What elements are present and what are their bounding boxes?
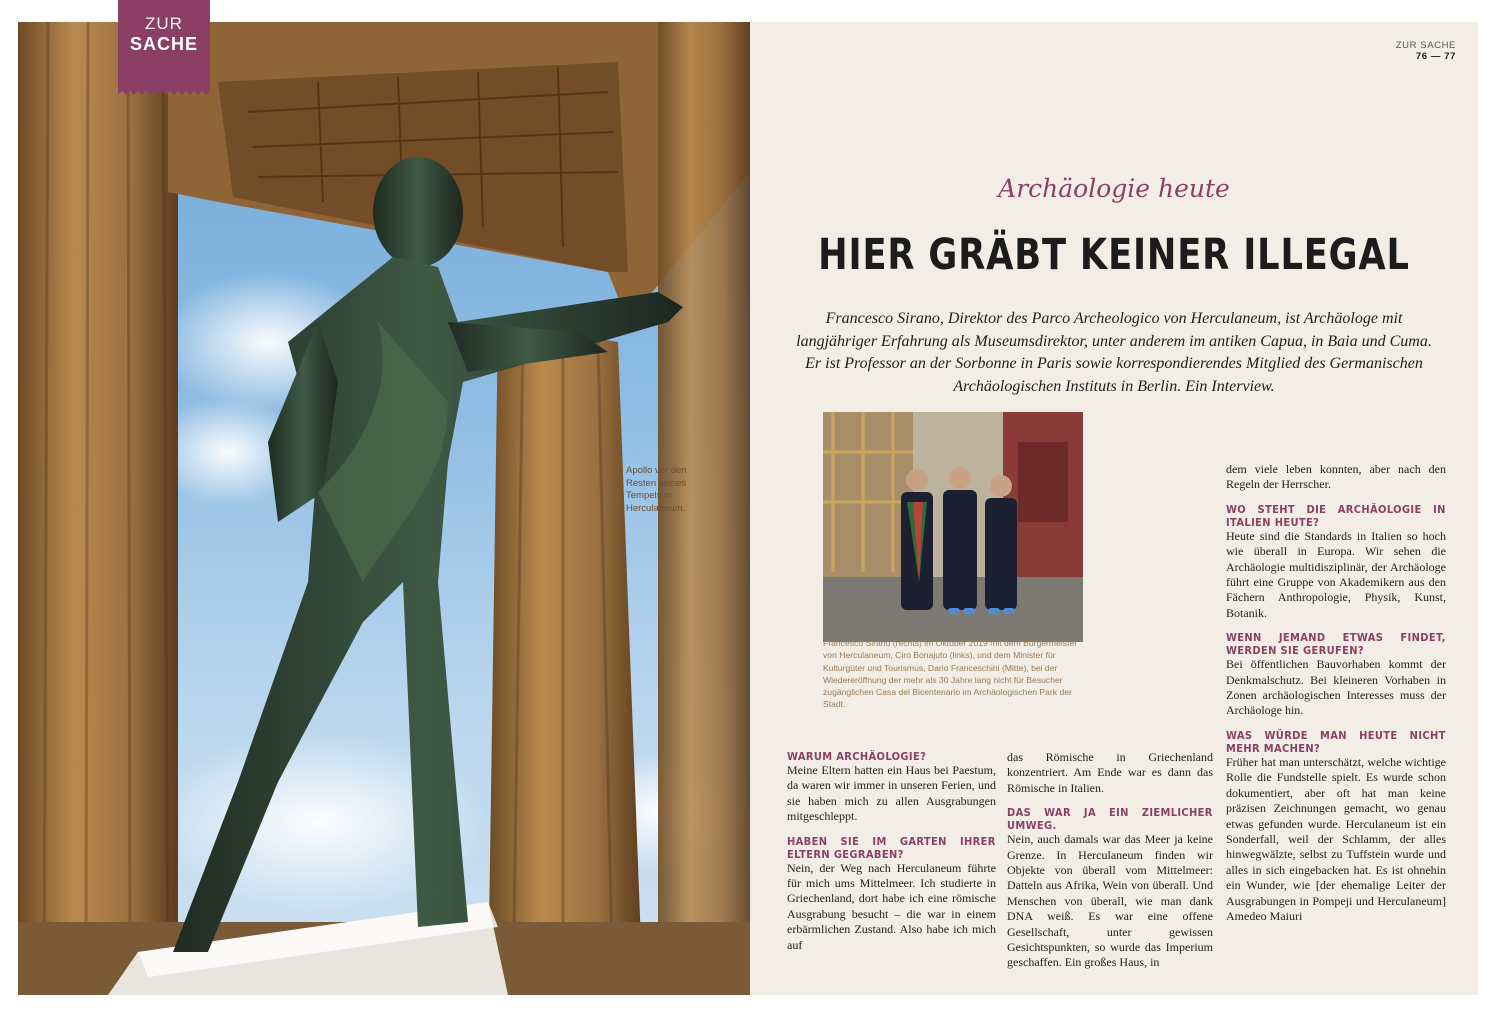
article-page: [750, 22, 1478, 995]
text-column-1: [787, 750, 996, 963]
interview-answer: Heute sind die Standards in Italien so hoch wie überall in Europa. Wir sehen die Archäologie multidisziplinär, der Archäologe führt eine Gruppe von Akademikern aus den Fächern Anthropologie, Physik, Kunst, Botanik.: [1226, 528, 1446, 620]
interview-question: WO STEHT DIE ARCHÄOLOGIE IN ITALIEN HEUTE?: [1226, 502, 1446, 529]
interview-answer: Meine Eltern hatten ein Haus bei Paestum, da waren wir immer in unseren Ferien, und sie haben mich zu allen Ausgrabungen mitgeschleppt.: [787, 763, 996, 824]
interview-answer: dem viele leben konnten, aber nach den Regeln der Herrscher.: [1226, 462, 1446, 492]
inset-caption: Francesco Sirano (rechts) im Oktober 2019 mit dem Bürgermeister von Herculaneum, Ciro Bonajuto (links), und dem Minister für Kulturgüter und Tourismus, Dario Franceschini (Mitte), bei der Wiedereröffnung der mehr als 30 Jahre lang nicht für Besucher zugänglichen Casa del Bicentenario im Archäologischen Park der Stadt.: [823, 638, 1078, 710]
article-intro: Francesco Sirano, Direktor des Parco Archeologico von Herculaneum, ist Archäologe mit langjähriger Erfahrung als Museumsdirektor, unter anderem im antiken Capua, in Baia und Cuma. Er ist Professor an der Sorbonne in Paris sowie korrespondierendes Mitglied des Germanischen Archäologischen Instituts in Berlin. Ein Interview.: [796, 310, 1432, 395]
article-kicker: Archäologie heute: [998, 174, 1230, 203]
running-head: [1396, 40, 1456, 62]
page-numbers: 76 — 77: [1415, 51, 1456, 62]
text-column-3: [1226, 462, 1446, 934]
section-tab: [118, 0, 210, 90]
temple-column-left: [18, 22, 178, 995]
interview-question: WARUM ARCHÄOLOGIE?: [787, 750, 927, 763]
interview-question: WAS WÜRDE MAN HEUTE NICHT MEHR MACHEN?: [1226, 728, 1446, 755]
interview-answer: Bei öffentlichen Bauvorhaben kommt der Denkmalschutz. Bei kleineren Vorhaben in Zonen archäologischen Interesses muss der Archäologe hin.: [1226, 657, 1446, 718]
inset-photo: [823, 412, 1083, 642]
interview-answer: Nein, auch damals war das Meer ja keine Grenze. In Herculaneum finden wir Objekte von überall vom Mittelmeer: Datteln aus Afrika, Wein von überall. Und Menschen von überall, wie man dank DNA weiß. Es war eine offene Gesellschaft, unter gewissen Gesichtspunkten, so wurde das Imperium geschaffen. Ein großes Haus, in: [1007, 832, 1213, 970]
interview-question: DAS WAR JA EIN ZIEMLICHER UMWEG.: [1007, 806, 1213, 833]
cover-photo: [18, 22, 750, 995]
interview-answer: das Römische in Griechenland konzentriert. Am Ende war es dann das Römische in Italien.: [1007, 750, 1213, 795]
interview-answer: Nein, der Weg nach Herculaneum führte für mich ums Mittelmeer. Ich studierte in Griechenland, dort habe ich eine römische Ausgrabung besucht – die war in einem erbärmlichen Zustand. Also habe ich mich auf: [787, 860, 996, 952]
text-column-2: [1007, 750, 1213, 981]
article-headline: HIER GRÄBT KEINER ILLEGAL: [818, 230, 1410, 280]
running-head-section: ZUR SACHE: [1395, 40, 1456, 51]
photo-caption: Apollo vor den Resten seines Tempels in Herculaneum.: [626, 465, 687, 514]
interview-question: HABEN SIE IM GARTEN IHRER ELTERN GEGRABEN?: [787, 834, 996, 861]
temple-column-right: [488, 322, 643, 995]
interview-answer: Früher hat man unterschätzt, welche wichtige Rolle die Fundstelle spielt. Es wurde schon dokumentiert, aber oft hat man keine präzisen Zeichnungen gemacht, wo genau etwas gefunden wurde. Herculaneum ist ein Sonderfall, weil der Schlamm, der alles hinwegwälzte, selbst zu Tuffstein wurde und alles in sich eingebacken hat. Es ist ohnehin ein Wunder, wie [der ehemalige Leiter der Ausgrabungen in Pompeji und Herculaneum] Amedeo Maiuri: [1226, 754, 1446, 923]
section-tab-line1: ZUR: [145, 14, 183, 33]
section-tab-line2: SACHE: [129, 34, 198, 54]
interview-question: WENN JEMAND ETWAS FINDET, WERDEN SIE GERUFEN?: [1226, 631, 1446, 658]
three-men-photo-illustration: [823, 412, 1083, 642]
